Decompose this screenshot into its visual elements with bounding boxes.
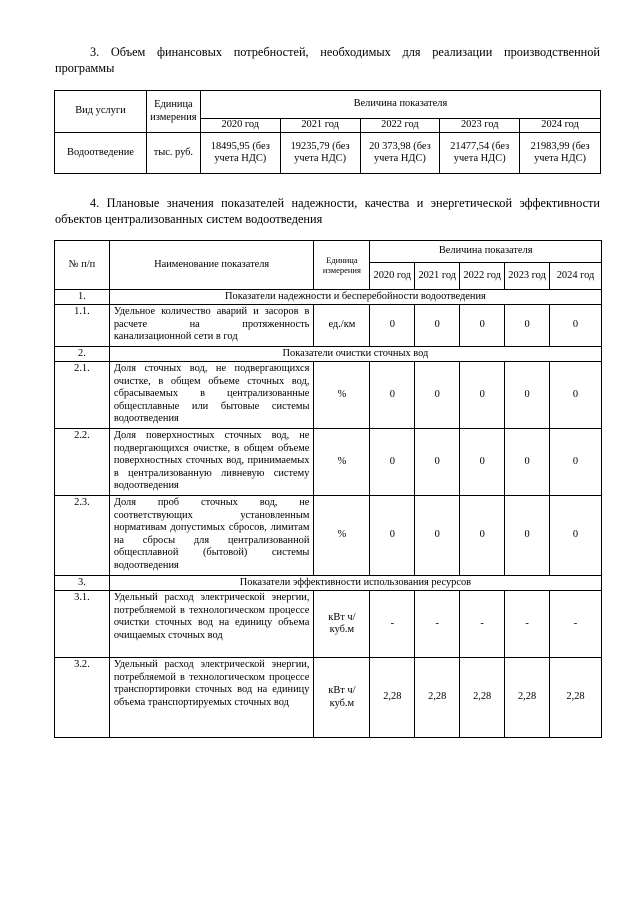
value-cell: -	[550, 591, 602, 658]
unit-cell: ед./км	[314, 305, 370, 347]
section-3-heading-line2: программы	[55, 61, 115, 75]
row-number: 3.	[55, 576, 110, 591]
value-cell: -	[505, 591, 550, 658]
value-cell: 0	[370, 305, 415, 347]
value-cell: 0	[505, 496, 550, 576]
indicator-name: Доля сточных вод, не подвергающихся очистке, в общем объеме сточных вод, сбрасываемых в централизованные общесплавные или бытовые системы водоотведения	[109, 362, 314, 429]
section-3-heading-line1: 3. Объем финансовых потребностей, необходимых для реализации производственной	[90, 45, 600, 59]
year-header: 2020 год	[370, 263, 415, 290]
value-cell: 0	[550, 362, 602, 429]
table-row	[55, 429, 602, 496]
section-title: Показатели очистки сточных вод	[109, 347, 601, 362]
header-unit: Единица измерения	[146, 91, 200, 133]
value-cell: 2,28	[505, 658, 550, 738]
section-row	[55, 576, 602, 591]
table-row	[55, 658, 602, 738]
value-cell: 0	[460, 429, 505, 496]
table-row	[55, 496, 602, 576]
value-cell: 18495,95 (без учета НДС)	[200, 133, 280, 174]
value-cell: 0	[505, 305, 550, 347]
value-cell: 21477,54 (без учета НДС)	[440, 133, 520, 174]
value-cell: 0	[370, 429, 415, 496]
value-cell: 20 373,98 (без учета НДС)	[360, 133, 440, 174]
year-header: 2024 год	[520, 119, 601, 133]
indicator-name: Удельное количество аварий и засоров в расчете на протяженность канализационной сети в год	[109, 305, 314, 347]
value-cell: 2,28	[370, 658, 415, 738]
unit-cell: кВт ч/куб.м	[314, 591, 370, 658]
header-service: Вид услуги	[55, 91, 147, 133]
unit-cell: %	[314, 362, 370, 429]
row-number: 1.	[55, 290, 110, 305]
row-number: 2.	[55, 347, 110, 362]
indicator-name: Удельный расход электрической энергии, потребляемой в технологическом процессе транспортировки сточных вод на единицу объема транспортируемых сточных вод	[109, 658, 314, 738]
table-row	[55, 591, 602, 658]
unit-cell: %	[314, 429, 370, 496]
header-value: Величина показателя	[200, 91, 600, 119]
indicator-name: Удельный расход электрической энергии, потребляемой в технологическом процессе очистки сточных вод на единицу объема очищаемых сточных вод	[109, 591, 314, 658]
year-header: 2024 год	[550, 263, 602, 290]
value-cell: 0	[550, 305, 602, 347]
value-cell: 0	[370, 496, 415, 576]
row-number: 3.1.	[55, 591, 110, 658]
header-name: Наименование показателя	[109, 241, 314, 290]
value-cell: 2,28	[460, 658, 505, 738]
header-num: № п/п	[55, 241, 110, 290]
value-cell: -	[415, 591, 460, 658]
year-header: 2022 год	[360, 119, 440, 133]
section-row	[55, 347, 602, 362]
value-cell: 0	[505, 429, 550, 496]
value-cell: 0	[550, 496, 602, 576]
value-cell: -	[370, 591, 415, 658]
row-number: 3.2.	[55, 658, 110, 738]
indicator-name: Доля поверхностных сточных вод, не подвергающихся очистке, в общем объеме поверхностных сточных вод, принимаемых в централизованную ливневую систему водоотведения	[109, 429, 314, 496]
value-cell: 0	[460, 305, 505, 347]
year-header: 2021 год	[280, 119, 360, 133]
header-value: Величина показателя	[370, 241, 602, 263]
value-cell: 0	[505, 362, 550, 429]
section-title: Показатели надежности и бесперебойности водоотведения	[109, 290, 601, 305]
row-number: 2.1.	[55, 362, 110, 429]
row-number: 1.1.	[55, 305, 110, 347]
service-cell: Водоотведение	[55, 133, 147, 174]
value-cell: 2,28	[415, 658, 460, 738]
year-header: 2023 год	[505, 263, 550, 290]
header-unit: Единица измерения	[314, 241, 370, 290]
row-number: 2.2.	[55, 429, 110, 496]
value-cell: 0	[415, 496, 460, 576]
section-3-heading	[55, 44, 600, 76]
value-cell: 21983,99 (без учета НДС)	[520, 133, 601, 174]
financial-needs-table	[54, 90, 601, 174]
unit-cell: %	[314, 496, 370, 576]
table-row	[55, 362, 602, 429]
indicators-table	[54, 240, 602, 738]
year-header: 2021 год	[415, 263, 460, 290]
value-cell: 19235,79 (без учета НДС)	[280, 133, 360, 174]
row-number: 2.3.	[55, 496, 110, 576]
year-header: 2020 год	[200, 119, 280, 133]
unit-cell: тыс. руб.	[146, 133, 200, 174]
section-4-heading-line1: 4. Плановые значения показателей надежности, качества и энергетической эффективности	[90, 196, 600, 210]
section-row	[55, 290, 602, 305]
value-cell: 0	[550, 429, 602, 496]
indicator-name: Доля проб сточных вод, не соответствующих установленным нормативам допустимых сбросов, лимитам на сбросы для централизованной общесплавной (бытовой) системы водоотведения	[109, 496, 314, 576]
value-cell: 0	[460, 496, 505, 576]
section-4-heading-line2: объектов централизованных систем водоотведения	[55, 212, 323, 226]
value-cell: 0	[370, 362, 415, 429]
value-cell: 2,28	[550, 658, 602, 738]
value-cell: 0	[415, 362, 460, 429]
value-cell: -	[460, 591, 505, 658]
year-header: 2022 год	[460, 263, 505, 290]
year-header: 2023 год	[440, 119, 520, 133]
value-cell: 0	[460, 362, 505, 429]
unit-cell: кВт ч/куб.м	[314, 658, 370, 738]
section-4-heading	[55, 195, 600, 227]
table-row	[55, 305, 602, 347]
table-row	[55, 133, 601, 174]
value-cell: 0	[415, 305, 460, 347]
section-title: Показатели эффективности использования ресурсов	[109, 576, 601, 591]
value-cell: 0	[415, 429, 460, 496]
